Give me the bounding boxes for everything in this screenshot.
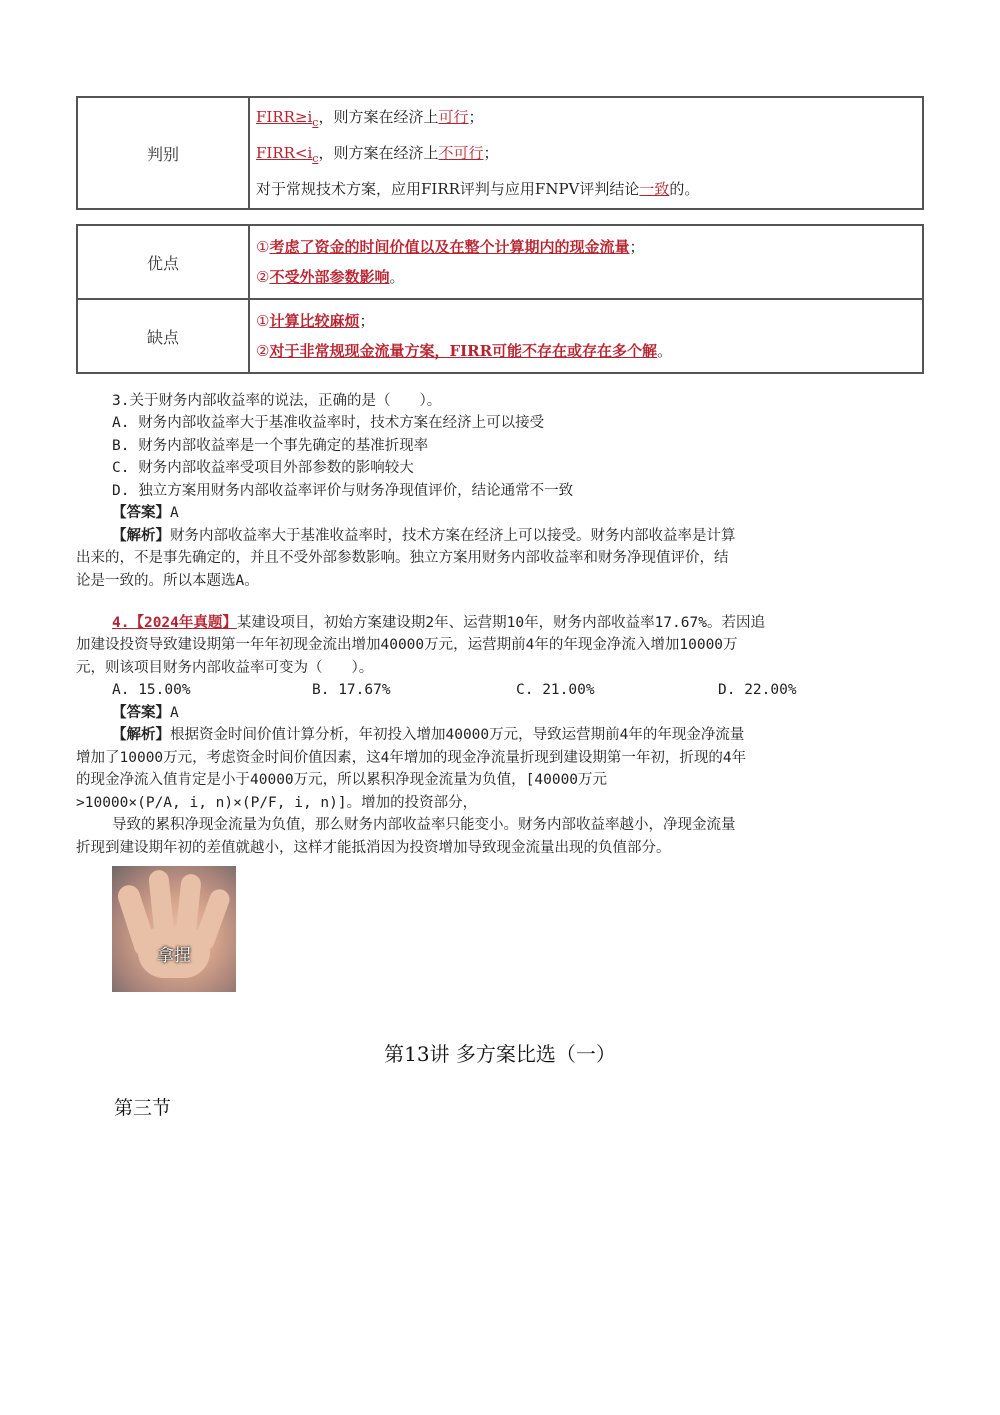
q4-answer: 【答案】A	[112, 705, 179, 721]
pros-cons-table	[76, 224, 924, 374]
lecture-heading: 第13讲 多方案比选（一）	[384, 1042, 616, 1066]
cons-label: 缺点	[77, 299, 249, 373]
q4-analysis-4: >10000×(P/A, i, n)×(P/F, i, n)]。增加的投资部分，	[76, 795, 478, 811]
pros-item-2: ②不受外部参数影响。	[256, 268, 405, 286]
q4-option-d: D. 22.00%	[718, 682, 797, 698]
q3-analysis-2: 出来的，不是事先确定的，并且不受外部参数影响。独立方案用财务内部收益率和财务净现值评价，结	[76, 550, 729, 566]
judgement-content	[249, 97, 923, 209]
q3-option-b: B. 财务内部收益率是一个事先确定的基准折现率	[112, 438, 429, 454]
q3-option-d: D. 独立方案用财务内部收益率评价与财务净现值评价，结论通常不一致	[112, 483, 574, 499]
q4-option-c: C. 21.00%	[516, 682, 595, 698]
q4-stem-3: 元，则该项目财务内部收益率可变为（ ）。	[76, 660, 374, 676]
judgement-label: 判别	[77, 97, 249, 209]
cons-item-2: ②对于非常规现金流量方案，FIRR可能不存在或存在多个解。	[256, 342, 673, 360]
q3-option-a: A. 财务内部收益率大于基准收益率时，技术方案在经济上可以接受	[112, 415, 545, 431]
judgement-line-1: $FIRR\ge i_c$，则方案在经济上可行；	[256, 108, 484, 129]
q4-stem-1: 4.【2024年真题】某建设项目，初始方案建设期2年、运营期10年，财务内部收益率17.67%。若因追	[112, 615, 765, 631]
q3-analysis-3: 论是一致的。所以本题选A。	[76, 573, 259, 589]
q3-answer: 【答案】A	[112, 505, 179, 521]
q4-analysis-2: 增加了10000万元，考虑资金时间价值因素，这4年增加的现金净流量折现到建设期第一年初，折现的4年	[76, 750, 747, 766]
cons-item-1: ①计算比较麻烦；	[256, 312, 375, 330]
q3-analysis-1: 【解析】财务内部收益率大于基准收益率时，技术方案在经济上可以接受。财务内部收益率是计算	[112, 528, 736, 544]
pros-item-1: ①考虑了资金的时间价值以及在整个计算期内的现金流量；	[256, 238, 645, 256]
section-heading: 第三节	[114, 1097, 172, 1119]
q4-stem-2: 加建设投资导致建设期第一年年初现金流出增加40000万元，运营期前4年的年现金净流入增加10000万	[76, 637, 738, 653]
judgement-line-2: $FIRR<i_c$，则方案在经济上不可行；	[256, 144, 499, 165]
pros-label: 优点	[77, 225, 249, 299]
q3-option-c: C. 财务内部收益率受项目外部参数的影响较大	[112, 460, 414, 476]
judgement-table	[76, 96, 924, 210]
q4-analysis-3: 的现金净流入值肯定是小于40000万元，所以累积净现金流量为负值，[40000万元	[76, 772, 608, 788]
cons-content	[249, 299, 923, 373]
sticker-caption: 拿捏	[157, 946, 191, 966]
q4-option-a: A. 15.00%	[112, 682, 191, 698]
judgement-line-3: 对于常规技术方案，应用FIRR评判与应用FNPV评判结论一致的。	[256, 180, 700, 198]
q4-analysis-6: 折现到建设期年初的差值就越小，这样才能抵消因为投资增加导致现金流量出现的负值部分。	[76, 840, 671, 856]
q4-option-b: B. 17.67%	[312, 682, 391, 698]
hand-gesture-sticker	[112, 866, 236, 992]
q4-analysis-1: 【解析】根据资金时间价值计算分析，年初投入增加40000万元，导致运营期前4年的年现金净流量	[112, 727, 745, 743]
q3-stem: 3.关于财务内部收益率的说法，正确的是（ ）。	[112, 393, 442, 409]
pros-content	[249, 225, 923, 299]
q4-analysis-5: 导致的累积净现金流量为负值，那么财务内部收益率只能变小。财务内部收益率越小，净现金流量	[112, 817, 736, 833]
